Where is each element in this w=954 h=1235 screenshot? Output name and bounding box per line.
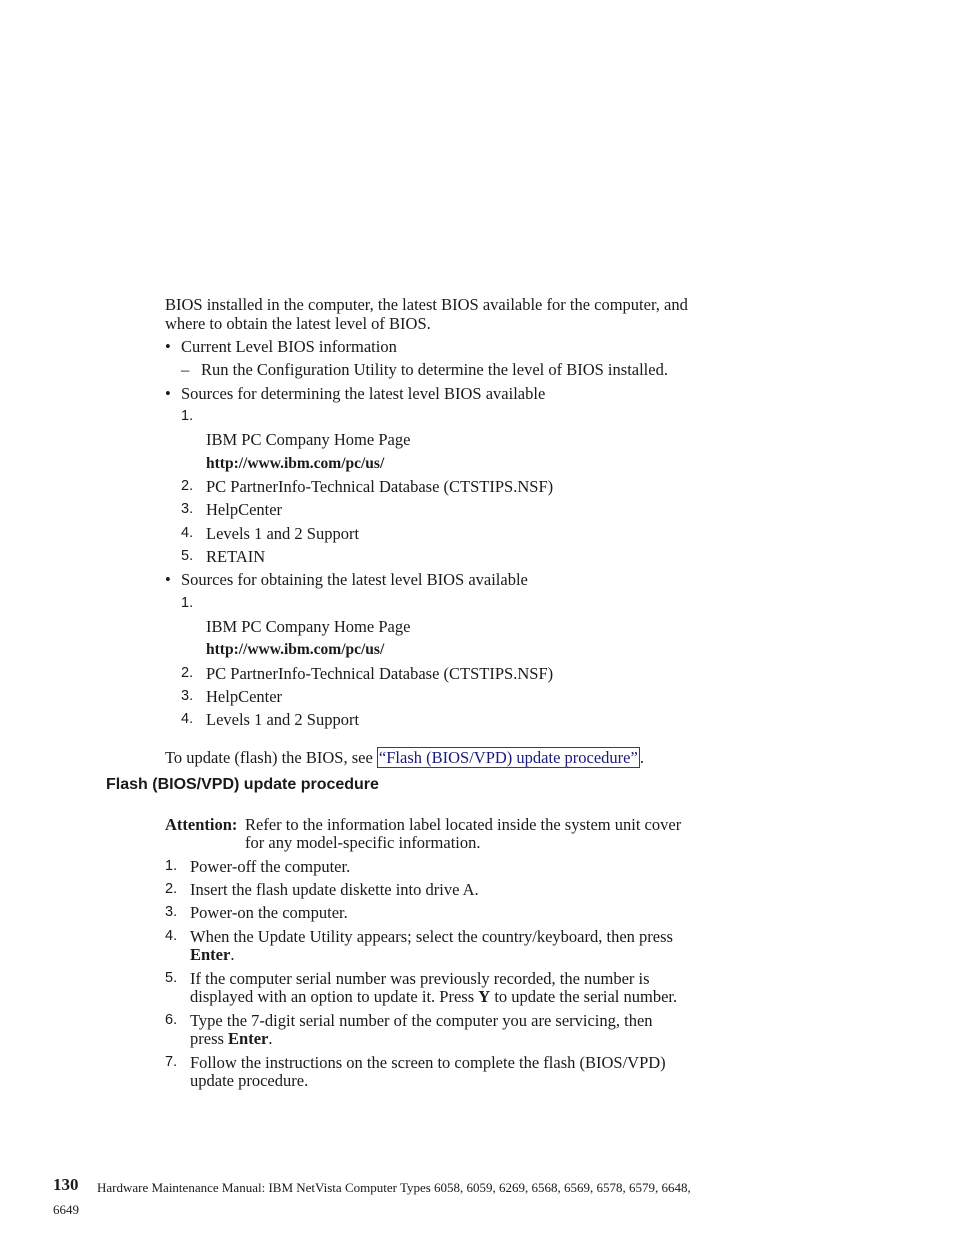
bullet-current-level: Current Level BIOS information bbox=[181, 337, 397, 356]
dash-item-config-utility: Run the Configuration Utility to determine the level of BIOS installed. bbox=[201, 360, 668, 379]
step-power-on: Power-on the computer. bbox=[190, 903, 348, 922]
step-text: to update the serial number. bbox=[490, 987, 678, 1006]
list-number: 2. bbox=[181, 665, 194, 681]
y-key-label: Y bbox=[478, 987, 491, 1006]
intro-line-1: BIOS installed in the computer, the latest BIOS available for the computer, and bbox=[165, 295, 688, 314]
step-power-off: Power-off the computer. bbox=[190, 857, 351, 876]
page-number: 130 bbox=[53, 1175, 79, 1194]
step-follow-instructions-line2: update procedure. bbox=[190, 1071, 309, 1090]
step-insert-diskette: Insert the flash update diskette into drive A. bbox=[190, 880, 479, 899]
list-item-helpcenter: HelpCenter bbox=[206, 687, 283, 706]
bullet-marker: • bbox=[165, 337, 171, 356]
bullet-marker: • bbox=[165, 570, 171, 589]
attention-line-2: for any model-specific information. bbox=[245, 833, 481, 852]
update-note-suffix: . bbox=[639, 748, 644, 767]
list-item-support: Levels 1 and 2 Support bbox=[206, 524, 360, 543]
step-follow-instructions-line1: Follow the instructions on the screen to complete the flash (BIOS/VPD) bbox=[190, 1053, 666, 1072]
list-item-retain: RETAIN bbox=[206, 547, 266, 566]
footer-title-line-2: 6649 bbox=[53, 1202, 79, 1217]
bullet-sources-determining: Sources for determining the latest level BIOS available bbox=[181, 384, 546, 403]
list-item-partnerinfo: PC PartnerInfo-Technical Database (CTSTIPS.NSF) bbox=[206, 664, 554, 683]
flash-procedure-link[interactable]: “Flash (BIOS/VPD) update procedure” bbox=[378, 748, 638, 767]
step-number: 5. bbox=[165, 970, 178, 986]
step-number: 2. bbox=[165, 881, 178, 897]
update-note-prefix: To update (flash) the BIOS, see bbox=[165, 748, 377, 767]
section-heading: Flash (BIOS/VPD) update procedure bbox=[106, 776, 379, 793]
list-item-support: Levels 1 and 2 Support bbox=[206, 710, 360, 729]
list-item-home-page-title: IBM PC Company Home Page bbox=[206, 617, 411, 636]
bullet-sources-obtaining: Sources for obtaining the latest level BIOS available bbox=[181, 570, 528, 589]
step-number: 3. bbox=[165, 904, 178, 920]
list-number: 2. bbox=[181, 478, 194, 494]
list-number: 4. bbox=[181, 525, 194, 541]
list-item-home-page-url: http://www.ibm.com/pc/us/ bbox=[206, 641, 385, 658]
list-number: 4. bbox=[181, 711, 194, 727]
attention-label: Attention: bbox=[165, 815, 238, 834]
list-item-partnerinfo: PC PartnerInfo-Technical Database (CTSTIPS.NSF) bbox=[206, 477, 554, 496]
list-number: 5. bbox=[181, 548, 194, 564]
step-punctuation: . bbox=[230, 945, 235, 964]
dash-marker: – bbox=[181, 360, 190, 379]
enter-key-label: Enter bbox=[228, 1029, 269, 1048]
list-number: 1. bbox=[181, 408, 194, 424]
list-number: 1. bbox=[181, 595, 194, 611]
step-number: 1. bbox=[165, 858, 178, 874]
list-item-home-page-url: http://www.ibm.com/pc/us/ bbox=[206, 455, 385, 472]
step-number: 6. bbox=[165, 1012, 178, 1028]
list-item-home-page-title: IBM PC Company Home Page bbox=[206, 430, 411, 449]
step-update-utility-line1: When the Update Utility appears; select the country/keyboard, then press bbox=[190, 927, 673, 946]
step-update-utility-line2 bbox=[190, 945, 234, 964]
step-text: displayed with an option to update it. Press bbox=[190, 987, 479, 1006]
bullet-marker: • bbox=[165, 384, 171, 403]
list-item-helpcenter: HelpCenter bbox=[206, 500, 283, 519]
list-number: 3. bbox=[181, 501, 194, 517]
attention-line-1: Refer to the information label located inside the system unit cover bbox=[245, 815, 682, 834]
intro-line-2: where to obtain the latest level of BIOS. bbox=[165, 314, 431, 333]
step-text: press bbox=[190, 1029, 229, 1048]
step-number: 4. bbox=[165, 928, 178, 944]
enter-key-label: Enter bbox=[190, 945, 231, 964]
step-serial-recorded-line1: If the computer serial number was previously recorded, the number is bbox=[190, 969, 650, 988]
update-note bbox=[165, 748, 644, 767]
step-punctuation: . bbox=[268, 1029, 273, 1048]
footer-title-line-1: Hardware Maintenance Manual: IBM NetVista Computer Types 6058, 6059, 6269, 6568, 6569, 6578, 6579, 6648, bbox=[97, 1180, 691, 1195]
step-number: 7. bbox=[165, 1054, 178, 1070]
step-serial-recorded-line2 bbox=[190, 987, 677, 1006]
step-type-serial-line1: Type the 7-digit serial number of the computer you are servicing, then bbox=[190, 1011, 653, 1030]
step-type-serial-line2 bbox=[190, 1029, 273, 1048]
list-number: 3. bbox=[181, 688, 194, 704]
